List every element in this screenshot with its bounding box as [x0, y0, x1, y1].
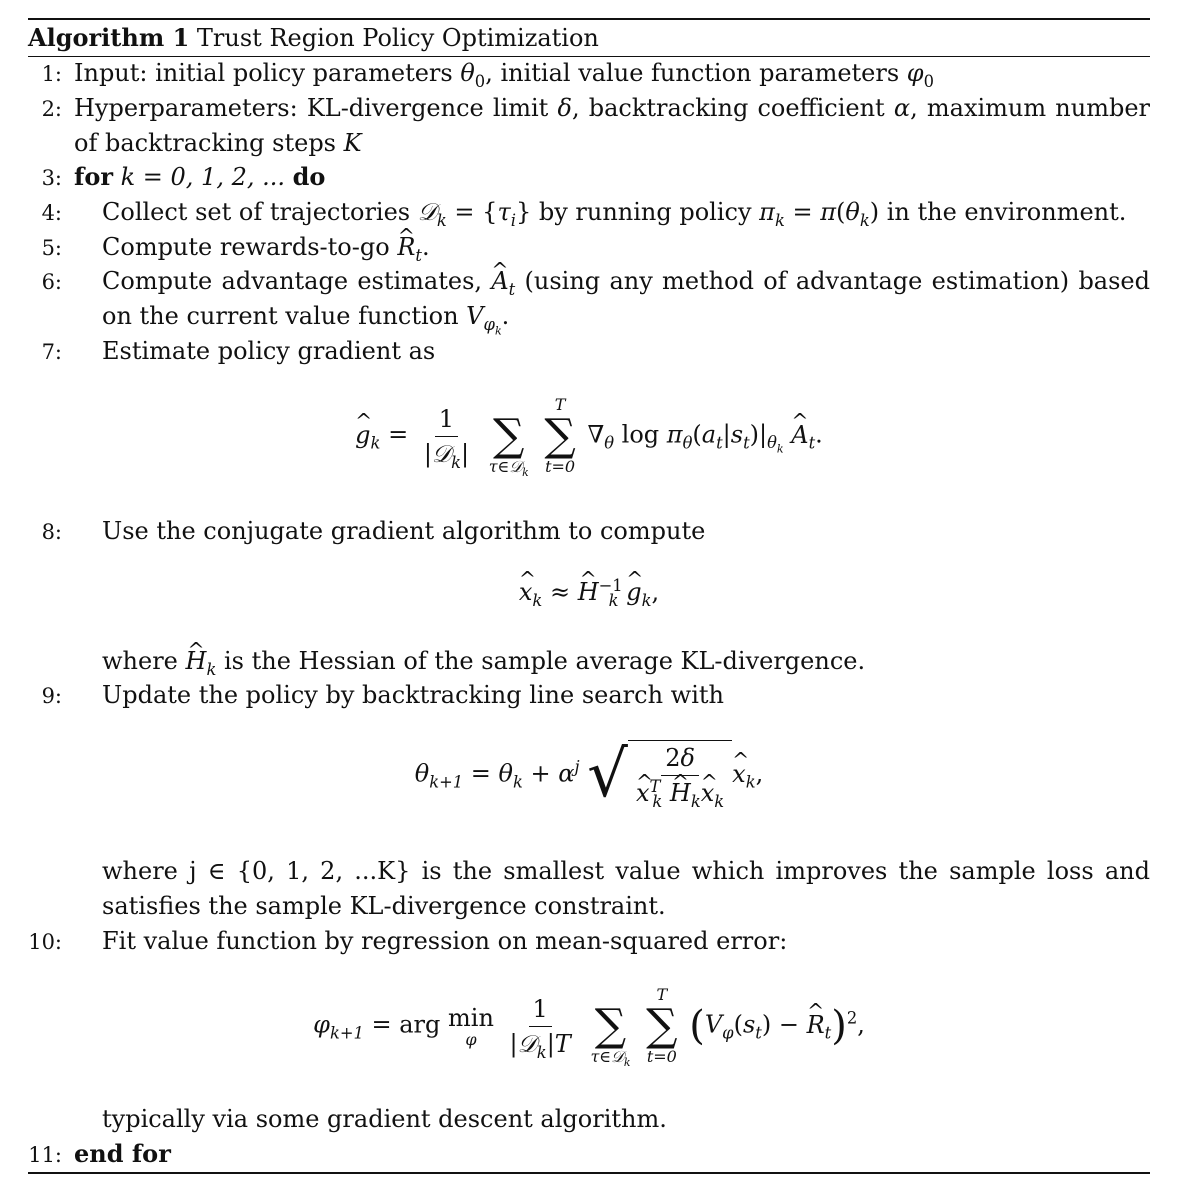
line-4: Collect set of trajectories 𝒟$_k$ = $\{\tau_i\}$ by running policy $\pi_k = \pi(\theta_k)$ in the environment. [102, 198, 1127, 230]
line-number-10: 10: [28, 930, 62, 954]
conjugate-gradient-formula: ^ $x_k$ ≈ ^ $H^{-1}_k$ ^ $g_k$, [28, 578, 1150, 606]
line-8-cont: where ^ $H_k$ is the Hessian of the sample average KL-divergence. [102, 646, 865, 676]
line-number-3: 3: [41, 166, 62, 190]
line-number-9: 9: [41, 684, 62, 708]
line-3: for k = 0, 1, 2, ... do [74, 162, 326, 191]
caption-rule [28, 56, 1150, 57]
line-number-7: 7: [41, 340, 62, 364]
line-number-11: 11: [28, 1143, 62, 1167]
line-number-8: 8: [41, 520, 62, 544]
line-1: Input: initial policy parameters $\theta_0$, initial value function parameters $\varphi_0$ [74, 59, 934, 91]
line-number-6: 6: [41, 270, 62, 294]
policy-gradient-formula: ^ $g_k$ = $\frac{1}{|𝒟_k|}$ ∑ τ∈𝒟$_k$ T ∑ t=0 $\nabla_\theta$ $\log \pi_\theta(a_t|s_t)|_{\theta_k}$ ^ $A_t$. [28, 396, 1150, 476]
top-rule [28, 18, 1150, 20]
algorithm-caption [28, 22, 599, 54]
algorithm-label: Algorithm 1 [28, 23, 190, 52]
line-number-5: 5: [41, 236, 62, 260]
line-9: Update the policy by backtracking line search with [102, 681, 724, 709]
line-6: Compute advantage estimates, ^ $A_t$ (using any method of advantage estimation) based [102, 266, 1150, 296]
line-10-cont: typically via some gradient descent algorithm. [102, 1105, 667, 1133]
line-2-cont: of backtracking steps K [74, 129, 362, 157]
line-number-4: 4: [41, 201, 62, 225]
line-7: Estimate policy gradient as [102, 337, 436, 365]
line-number-2: 2: [41, 97, 62, 121]
bottom-rule [28, 1172, 1150, 1174]
line-11: end for [74, 1139, 171, 1168]
line-9-cont-1: where j ∈ {0, 1, 2, ...K} is the smallest value which improves the sample loss and [102, 857, 1150, 885]
line-5: Compute rewards-to-go ^ $R_t$. [102, 232, 430, 262]
line-10: Fit value function by regression on mean-squared error: [102, 927, 788, 955]
line-number-1: 1: [41, 62, 62, 86]
policy-update-formula: $\theta_{k+1} = \theta_k + \alpha^j$ √ 2δ ^ $x^T_k$ ^ $H_k\^{}$ $x_k$ ^ $x_k$, [28, 740, 1150, 810]
algorithm-title: Trust Region Policy Optimization [196, 24, 599, 52]
line-6-cont: on the current value function $V_{\varphi_k}$. [102, 302, 510, 338]
value-fit-formula: $\varphi_{k+1}$ = arg min φ $\frac{1}{|𝒟_k|T}$ ∑ τ∈𝒟$_k$ T ∑ t=0 ($V_\varphi(s_t)$ − ^ $R_t)^2$, [28, 986, 1150, 1066]
line-8: Use the conjugate gradient algorithm to compute [102, 517, 706, 545]
line-2: Hyperparameters: KL-divergence limit δ, backtracking coefficient α, maximum number [74, 94, 1150, 122]
line-9-cont-2: satisfies the sample KL-divergence constraint. [102, 892, 666, 920]
